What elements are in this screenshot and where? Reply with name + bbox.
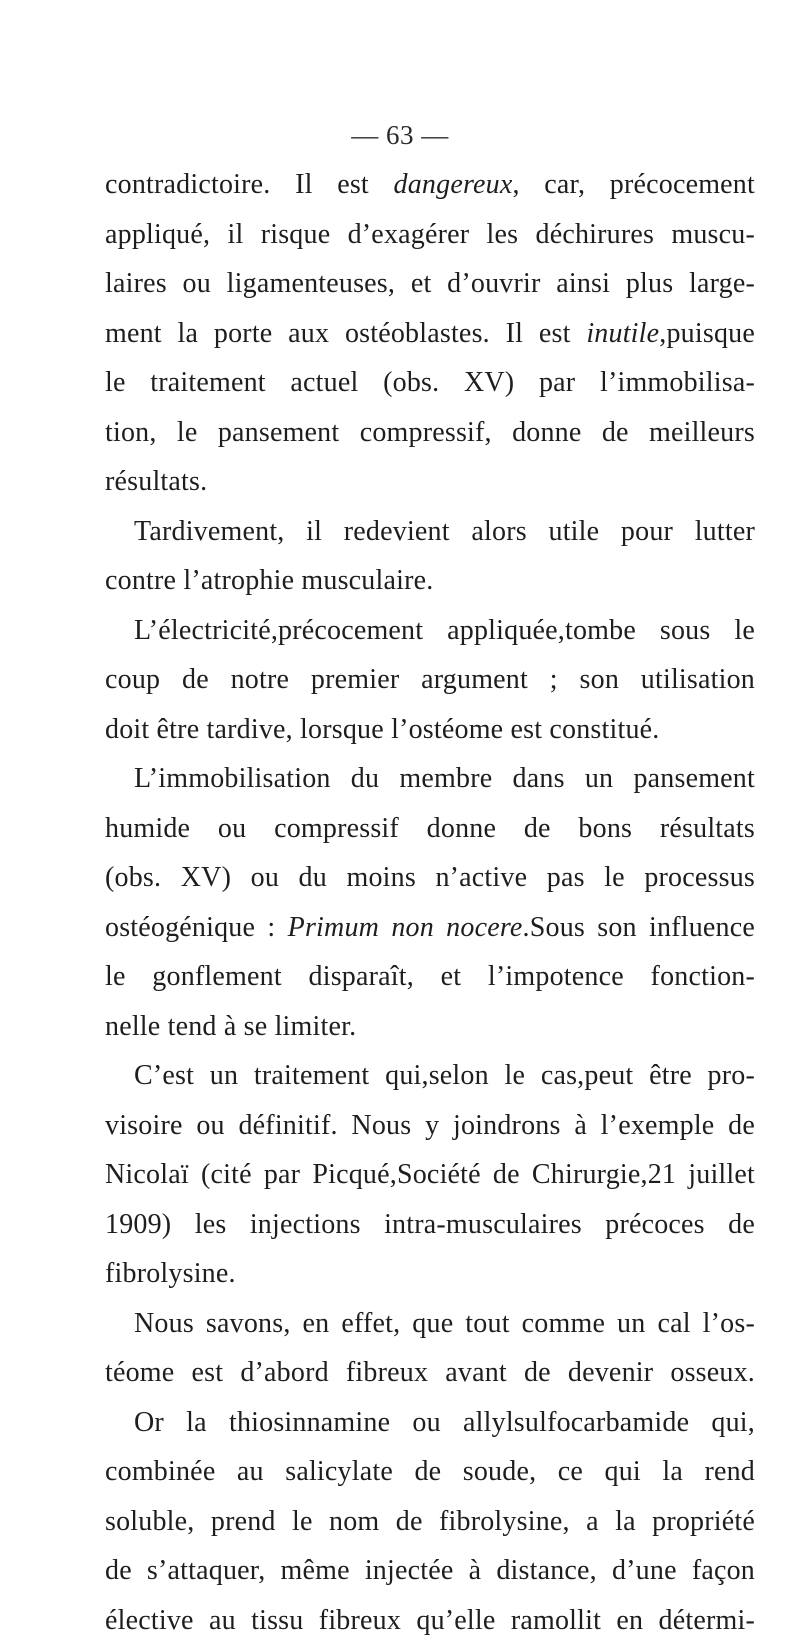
page-number: — 63 — — [0, 120, 800, 151]
text-line — [105, 1348, 755, 1398]
body-text — [105, 160, 755, 1645]
text-run: combinée au salicylate de soude, ce qui la rend — [105, 1456, 755, 1487]
italic-phrase: Primum non nocere — [288, 912, 523, 943]
text-run: ostéogénique : — [105, 912, 288, 943]
text-line — [105, 1249, 755, 1299]
text-run: 1909) les injections intra-musculaires précoces de — [105, 1209, 755, 1240]
text-run: résultats. — [105, 466, 207, 497]
text-run: C’est un traitement qui,selon le cas,peut être pro- — [134, 1060, 755, 1091]
text-line — [105, 507, 755, 557]
text-line — [105, 556, 755, 606]
text-line — [105, 1051, 755, 1101]
text-line — [105, 903, 755, 953]
text-line — [105, 1299, 755, 1349]
text-line — [105, 952, 755, 1002]
text-run: le traitement actuel (obs. XV) par l’immobilisa- — [105, 367, 755, 398]
text-line — [105, 853, 755, 903]
text-run: .Sous son influence — [523, 912, 755, 943]
text-line — [105, 606, 755, 656]
text-line — [105, 804, 755, 854]
text-line — [105, 457, 755, 507]
text-run: humide ou compressif donne de bons résultats — [105, 813, 755, 844]
text-run: appliqué, il risque d’exagérer les déchirures muscu- — [105, 219, 755, 250]
text-line — [105, 408, 755, 458]
text-line — [105, 259, 755, 309]
text-line — [105, 309, 755, 359]
text-line — [105, 754, 755, 804]
text-run: élective au tissu fibreux qu’elle ramollit en détermi- — [105, 1605, 755, 1636]
text-run: laires ou ligamenteuses, et d’ouvrir ainsi plus large- — [105, 268, 755, 299]
text-run: Or la thiosinnamine ou allylsulfocarbamide qui, — [134, 1407, 755, 1438]
text-line — [105, 210, 755, 260]
text-run: contradictoire. Il est — [105, 169, 394, 200]
text-line — [105, 1596, 755, 1645]
text-line — [105, 160, 755, 210]
text-run: de s’attaquer, même injectée à distance, d’une façon — [105, 1555, 755, 1586]
text-run: (obs. XV) ou du moins n’active pas le processus — [105, 862, 755, 893]
text-run: ment la porte aux ostéoblastes. Il est — [105, 318, 586, 349]
text-run: soluble, prend le nom de fibrolysine, a la propriété — [105, 1506, 755, 1537]
text-run: tion, le pansement compressif, donne de meilleurs — [105, 417, 755, 448]
text-run: contre l’atrophie musculaire. — [105, 565, 433, 596]
text-run: L’immobilisation du membre dans un pansement — [134, 763, 755, 794]
text-line — [105, 358, 755, 408]
text-run: le gonflement disparaît, et l’impotence fonction- — [105, 961, 755, 992]
text-line — [105, 1200, 755, 1250]
italic-phrase: dangereux — [394, 169, 513, 200]
text-line — [105, 1398, 755, 1448]
text-run: fibrolysine. — [105, 1258, 236, 1289]
text-run: Nous savons, en effet, que tout comme un cal l’os- — [134, 1308, 755, 1339]
text-run: coup de notre premier argument ; son utilisation — [105, 664, 755, 695]
text-line — [105, 705, 755, 755]
text-run: Nicolaï (cité par Picqué,Société de Chirurgie,21 juillet — [105, 1159, 755, 1190]
text-run: téome est d’abord fibreux avant de devenir osseux. — [105, 1357, 755, 1388]
text-line — [105, 1150, 755, 1200]
text-line — [105, 655, 755, 705]
text-run: L’électricité,précocement appliquée,tombe sous le — [134, 615, 755, 646]
text-run: visoire ou définitif. Nous y joindrons à l’exemple de — [105, 1110, 755, 1141]
italic-phrase: inutile — [586, 318, 659, 349]
text-line — [105, 1546, 755, 1596]
text-line — [105, 1002, 755, 1052]
text-line — [105, 1447, 755, 1497]
text-run: , car, précocement — [512, 169, 755, 200]
text-line — [105, 1497, 755, 1547]
text-line — [105, 1101, 755, 1151]
text-run: Tardivement, il redevient alors utile pour lutter — [134, 516, 755, 547]
text-run: doit être tardive, lorsque l’ostéome est constitué. — [105, 714, 660, 745]
text-run: nelle tend à se limiter. — [105, 1011, 356, 1042]
text-run: ,puisque — [659, 318, 755, 349]
